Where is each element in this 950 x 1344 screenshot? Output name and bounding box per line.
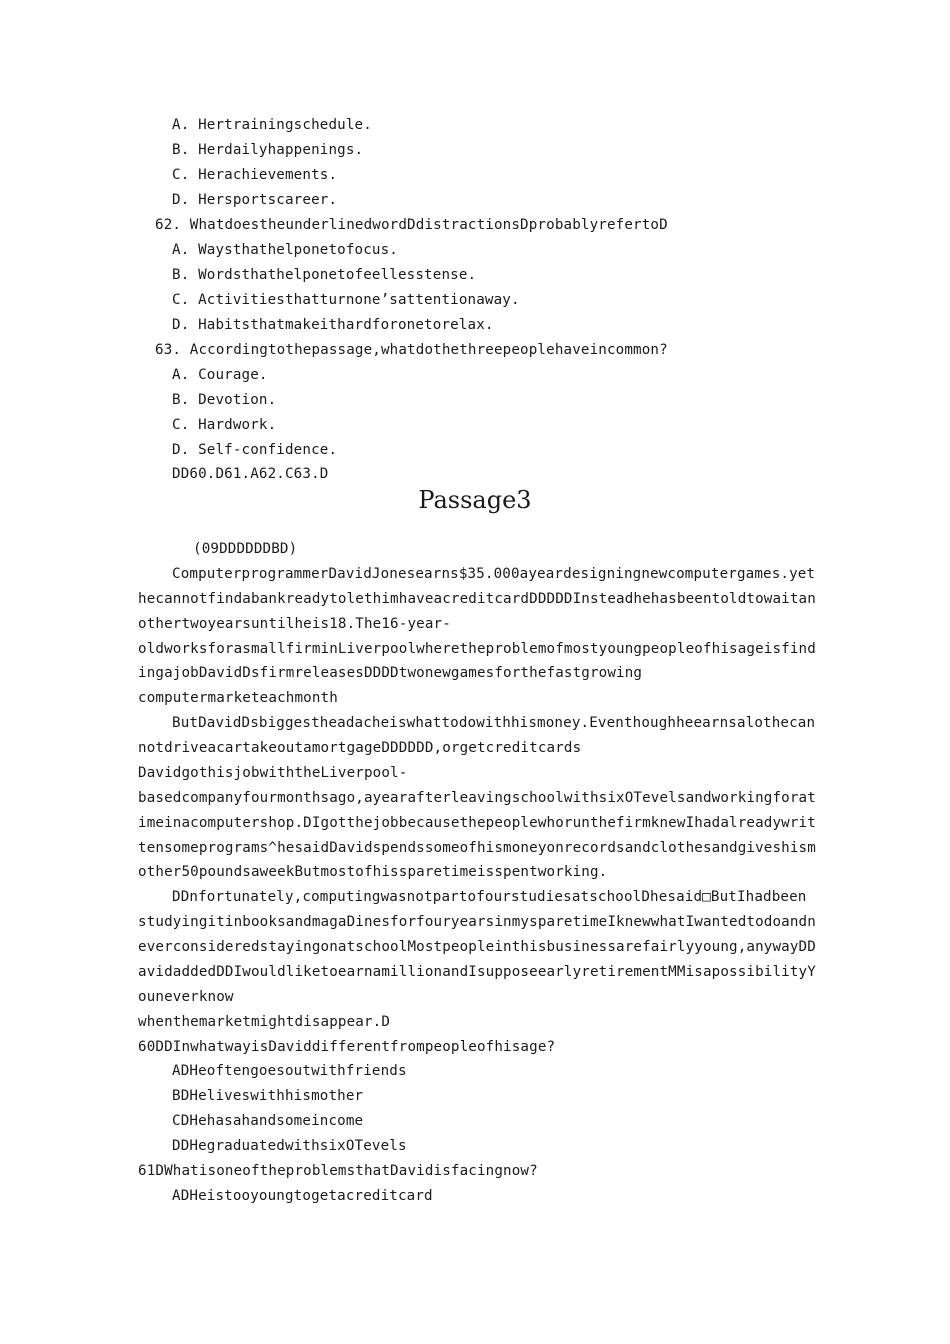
q60-question: 60DDInwhatwayisDaviddifferentfrompeopleofhisage? bbox=[138, 1039, 556, 1055]
q61-option-d: D. Hersportscareer. bbox=[172, 192, 338, 208]
q60-option-a: ADHeoftengoesoutwithfriends bbox=[172, 1063, 407, 1079]
q60-option-d: DDHegraduatedwithsixOTevels bbox=[172, 1138, 407, 1154]
q63-question: 63. Accordingtothepassage,whatdothethreepeoplehaveincommon? bbox=[155, 342, 668, 358]
passage-line: studyingitinbooksandmagaDinesforfouryearsinmysparetimeIknewwhatIwantedtodoandn bbox=[138, 914, 816, 930]
q63-option-d: D. Self-confidence. bbox=[172, 442, 338, 458]
passage-line: hecannotfindabankreadytolethimhaveacreditcardDDDDDInsteadhehasbeentoldtowaitan bbox=[138, 591, 816, 607]
passage-title: Passage3 bbox=[418, 486, 532, 514]
q62-option-b: B. Wordsthathelponetofeellesstense. bbox=[172, 267, 477, 283]
q63-option-b: B. Devotion. bbox=[172, 392, 277, 408]
passage-line: ButDavidDsbiggestheadacheiswhattodowithhismoney.Eventhoughheearnsalothecan bbox=[172, 715, 816, 731]
passage-line: ComputerprogrammerDavidJonesearns$35.000ayeardesigningnewcomputergames.yet bbox=[172, 566, 816, 582]
passage-line: notdriveacartakeoutamortgageDDDDDD,orgetcreditcards bbox=[138, 740, 582, 756]
q60-option-c: CDHehasahandsomeincome bbox=[172, 1113, 364, 1129]
passage-line: DDnfortunately,computingwasnotpartofourstudiesatschoolDhesaid□ButIhadbeen bbox=[172, 889, 807, 905]
q62-question: 62. WhatdoestheunderlinedwordDdistractionsDprobablyrefertoD bbox=[155, 217, 668, 233]
passage-line: other50poundsaweekButmostofhissparetimeisspentworking. bbox=[138, 864, 608, 880]
q63-option-c: C. Hardwork. bbox=[172, 417, 277, 433]
q61b-question: 61DWhatisoneoftheproblemsthatDavidisfacingnow? bbox=[138, 1163, 538, 1179]
q61-option-c: C. Herachievements. bbox=[172, 167, 338, 183]
q62-option-a: A. Waysthathelponetofocus. bbox=[172, 242, 398, 258]
q61b-option-a: ADHeistooyoungtogetacreditcard bbox=[172, 1188, 433, 1204]
passage-line: tensomeprograms^hesaidDavidspendssomeofhismoneyonrecordsandclothesandgiveshism bbox=[138, 840, 816, 856]
passage-line: whenthemarketmightdisappear.D bbox=[138, 1014, 391, 1030]
passage-line: oldworksforasmallfirminLiverpoolwheretheproblemofmostyoungpeopleofhisageisfind bbox=[138, 641, 816, 657]
passage-line: othertwoyearsuntilheis18.The16-year- bbox=[138, 616, 451, 632]
q62-option-d: D. Habitsthatmakeithardforonetorelax. bbox=[172, 317, 494, 333]
passage-source: (09DDDDDDBD) bbox=[193, 541, 298, 557]
passage-line: DavidgothisjobwiththeLiverpool- bbox=[138, 765, 408, 781]
q61-option-a: A. Hertrainingschedule. bbox=[172, 117, 372, 133]
q63-option-a: A. Courage. bbox=[172, 367, 268, 383]
passage-line: ouneverknow bbox=[138, 989, 234, 1005]
q61-option-b: B. Herdailyhappenings. bbox=[172, 142, 364, 158]
q60-option-b: BDHeliveswithhismother bbox=[172, 1088, 364, 1104]
passage-line: ingajobDavidDsfirmreleasesDDDDtwonewgamesforthefastgrowing bbox=[138, 665, 643, 681]
passage-line: everconsideredstayingonatschoolMostpeopleinthisbusinessarefairlyyoung,anywayDD bbox=[138, 939, 816, 955]
answer-key: DD60.D61.A62.C63.D bbox=[172, 466, 329, 482]
passage-line: imeinacomputershop.DIgotthejobbecausethepeoplewhorunthefirmknewIhadalreadywrit bbox=[138, 815, 816, 831]
q62-option-c: C. Activitiesthatturnone’sattentionaway. bbox=[172, 292, 520, 308]
passage-line: avidaddedDDIwouldliketoearnamillionandIsupposeearlyretirementMMisapossibilityY bbox=[138, 964, 816, 980]
passage-line: basedcompanyfourmonthsago,ayearafterleavingschoolwithsixOTevelsandworkingforat bbox=[138, 790, 816, 806]
passage-line: computermarketeachmonth bbox=[138, 690, 338, 706]
